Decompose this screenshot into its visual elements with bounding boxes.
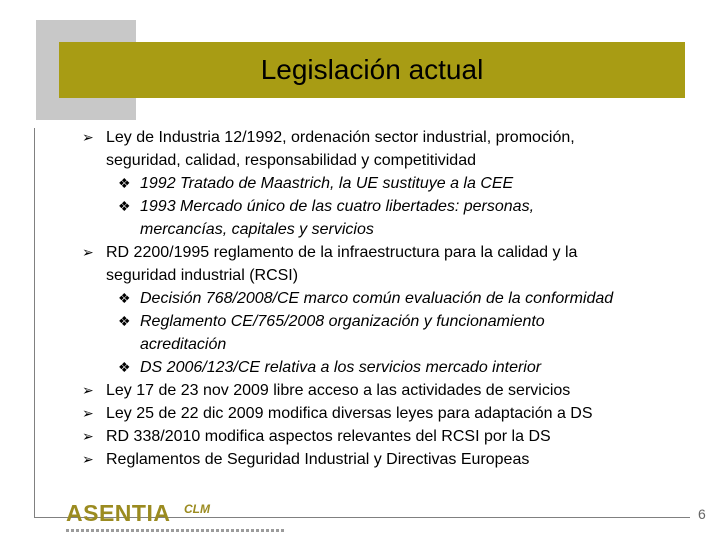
bullet-text-line: seguridad, calidad, responsabilidad y competitividad bbox=[106, 152, 476, 169]
arrow-bullet-icon: ➢ bbox=[82, 451, 94, 467]
arrow-bullet-icon: ➢ bbox=[82, 129, 94, 145]
sub-bullet-item bbox=[76, 356, 706, 379]
diamond-bullet-icon: ❖ bbox=[118, 359, 131, 375]
slide-title: Legislación actual bbox=[260, 54, 484, 85]
bullet-text-line: Ley de Industria 12/1992, ordenación sector industrial, promoción, bbox=[106, 129, 575, 146]
bullet-text-line: DS 2006/123/CE relativa a los servicios mercado interior bbox=[140, 359, 542, 376]
bullet-text-line: Ley 25 de 22 dic 2009 modifica diversas leyes para adaptación a DS bbox=[106, 405, 593, 422]
sub-bullet-item bbox=[76, 172, 706, 195]
left-rule bbox=[34, 128, 35, 518]
bullet-text-line: RD 2200/1995 reglamento de la infraestructura para la calidad y la bbox=[106, 244, 578, 261]
logo-superscript: CLM bbox=[184, 502, 210, 516]
arrow-bullet-icon: ➢ bbox=[82, 382, 94, 398]
bullet-text-line: RD 338/2010 modifica aspectos relevantes del RCSI por la DS bbox=[106, 428, 551, 445]
bullet-text-line: acreditación bbox=[140, 336, 227, 353]
bullet-text-line: mercancías, capitales y servicios bbox=[140, 221, 374, 238]
bullet-item bbox=[76, 241, 706, 287]
sub-bullet-item bbox=[76, 287, 706, 310]
sub-bullet-item bbox=[76, 310, 706, 356]
arrow-bullet-icon: ➢ bbox=[82, 405, 94, 421]
arrow-bullet-icon: ➢ bbox=[82, 428, 94, 444]
diamond-bullet-icon: ❖ bbox=[118, 290, 131, 306]
bullet-text-line: Reglamentos de Seguridad Industrial y Directivas Europeas bbox=[106, 451, 530, 468]
bullet-list bbox=[76, 126, 706, 471]
asentia-logo bbox=[66, 500, 306, 538]
bullet-item bbox=[76, 126, 706, 172]
diamond-bullet-icon: ❖ bbox=[118, 198, 131, 214]
bullet-item bbox=[76, 402, 706, 425]
bullet-text-line: seguridad industrial (RCSI) bbox=[106, 267, 299, 284]
diamond-bullet-icon: ❖ bbox=[118, 175, 131, 191]
bullet-item bbox=[76, 425, 706, 448]
bullet-item bbox=[76, 448, 706, 471]
diamond-bullet-icon: ❖ bbox=[118, 313, 131, 329]
sub-bullet-item bbox=[76, 195, 706, 241]
logo-word: ASENTIA bbox=[66, 500, 171, 526]
bullet-text-line: 1993 Mercado único de las cuatro libertades: personas, bbox=[140, 198, 535, 215]
page-number: 6 bbox=[698, 506, 706, 522]
bullet-text-line: Ley 17 de 23 nov 2009 libre acceso a las actividades de servicios bbox=[106, 382, 571, 399]
bullet-text-line: Decisión 768/2008/CE marco común evaluación de la conformidad bbox=[140, 290, 614, 307]
bullet-text-line: Reglamento CE/765/2008 organización y funcionamiento bbox=[140, 313, 545, 330]
bullet-item bbox=[76, 379, 706, 402]
arrow-bullet-icon: ➢ bbox=[82, 244, 94, 260]
bullet-text-line: 1992 Tratado de Maastrich, la UE sustituye a la CEE bbox=[140, 175, 514, 192]
logo-tagline bbox=[66, 529, 286, 532]
